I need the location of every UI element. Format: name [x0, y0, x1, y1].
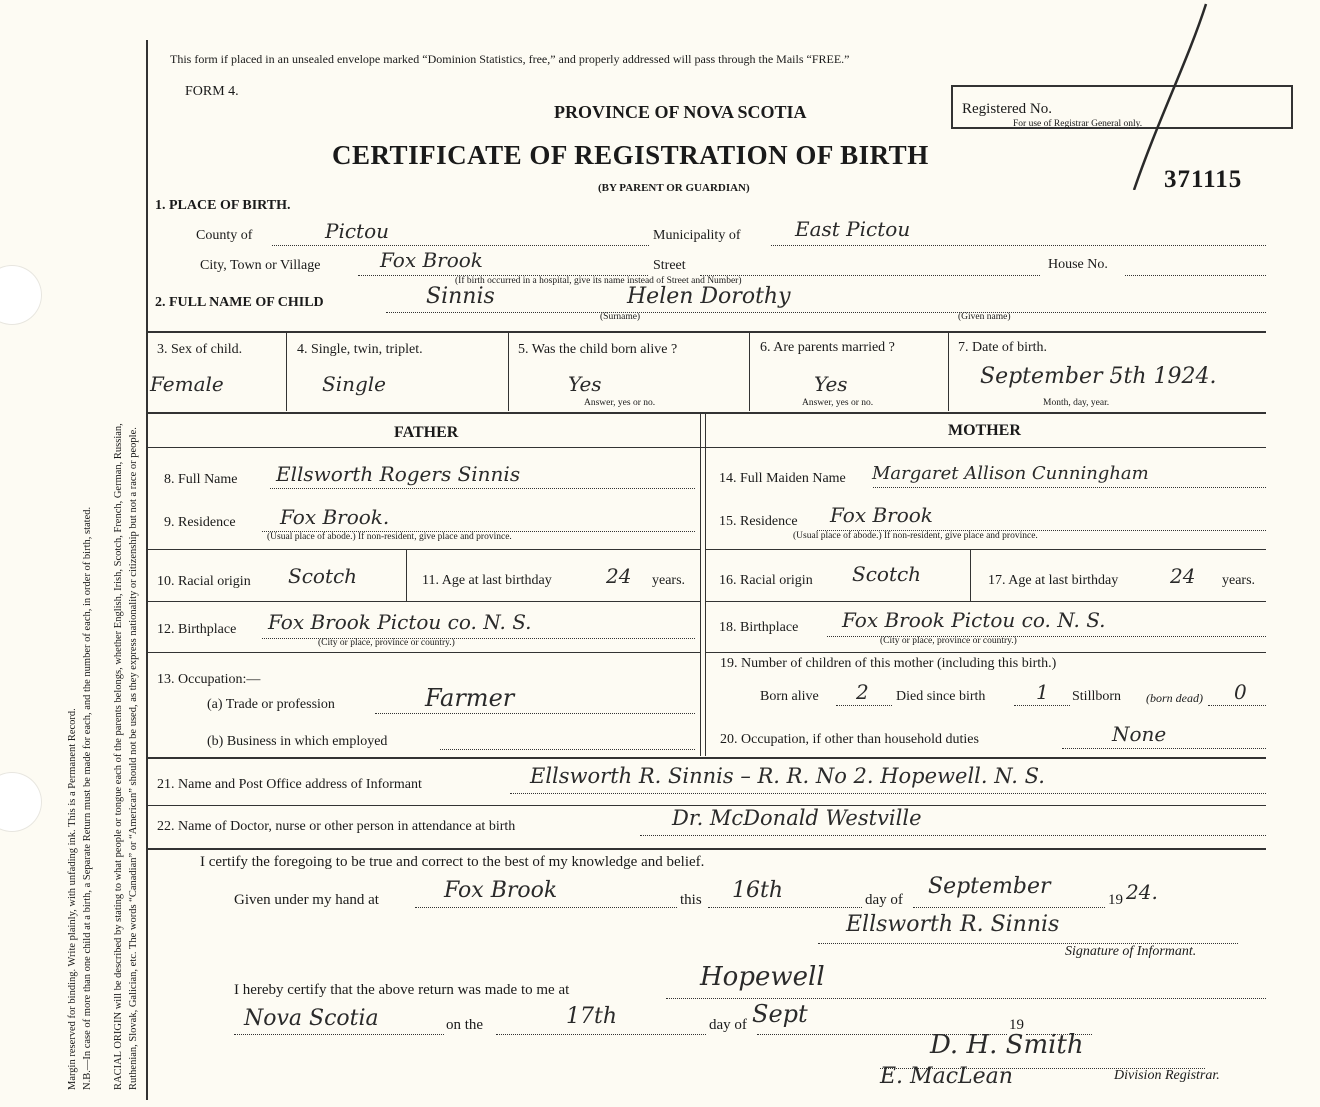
county-value: Pictou — [325, 219, 390, 243]
child-given-name: Helen Dorothy — [627, 284, 791, 309]
died-count: 1 — [1036, 680, 1049, 704]
married-answer-note: Answer, yes or no. — [802, 398, 874, 408]
margin-note-4: Ruthenian, Slovak, Galician, etc. The words “Canadian” or “American” should not be used, as they express nationality or citizenship but not a race or people. — [128, 427, 139, 1090]
stillborn-count: 0 — [1234, 680, 1247, 704]
father-abode-note: (Usual place of abode.) If non-resident, give place and province. — [267, 532, 512, 542]
mother-heading: MOTHER — [948, 422, 1021, 439]
doctor-value: Dr. McDonald Westville — [672, 806, 922, 830]
born-alive-count: 2 — [856, 680, 869, 704]
hospital-note: (If birth occurred in a hospital, give its name instead of Street and Number) — [455, 276, 742, 286]
given-year: 24. — [1126, 880, 1158, 904]
father-name-value: Ellsworth Rogers Sinnis — [276, 462, 521, 486]
mother-name-label: 14. Full Maiden Name — [719, 471, 846, 486]
registrar-statement: I hereby certify that the above return was made to me at — [234, 982, 570, 998]
mother-occupation-value: None — [1112, 722, 1167, 746]
registrar-on-the-label: on the — [446, 1017, 484, 1033]
dob-note: Month, day, year. — [1043, 398, 1110, 408]
registered-no-label: Registered No. — [962, 101, 1052, 117]
binding-hole-bottom — [0, 772, 42, 832]
plurality-label: 4. Single, twin, triplet. — [297, 342, 423, 357]
mother-birthplace-label: 18. Birthplace — [719, 620, 799, 635]
born-alive-value: Yes — [568, 372, 602, 396]
parents-married-label: 6. Are parents married ? — [760, 340, 895, 355]
stillborn-label: Stillborn — [1072, 689, 1122, 704]
surname-note: (Surname) — [600, 312, 641, 322]
trade-label: (a) Trade or profession — [207, 697, 335, 712]
died-label: Died since birth — [896, 689, 986, 704]
registrar-year-prefix: 19 — [1009, 1017, 1024, 1033]
registrar-province: Nova Scotia — [244, 1006, 379, 1031]
mother-age-value: 24 — [1170, 564, 1196, 588]
mother-age-label: 17. Age at last birthday — [988, 573, 1119, 588]
father-residence-label: 9. Residence — [164, 515, 236, 530]
city-label: City, Town or Village — [200, 258, 321, 273]
province-heading: PROVINCE OF NOVA SCOTIA — [554, 102, 807, 122]
father-heading: FATHER — [394, 424, 459, 441]
form-number: FORM 4. — [185, 84, 239, 99]
given-label: Given under my hand at — [234, 892, 379, 908]
registrar-general-note: For use of Registrar General only. — [1013, 119, 1143, 129]
this-label: this — [680, 892, 702, 908]
father-occupation-label: 13. Occupation:— — [157, 672, 261, 687]
certificate-subtitle: (BY PARENT OR GUARDIAN) — [598, 182, 750, 194]
given-name-note: (Given name) — [958, 312, 1011, 322]
registrar-month: Sept — [752, 1000, 808, 1028]
given-month: September — [928, 874, 1051, 899]
informant-signature: Ellsworth R. Sinnis — [846, 912, 1060, 937]
informant-value: Ellsworth R. Sinnis – R. R. No 2. Hopewell. N. S. — [530, 764, 1045, 788]
margin-note-3: RACIAL ORIGIN will be described by stating to what people or tongue each of the parents belongs, whether English, Irish, Scotch, French, German, Russian, — [113, 423, 124, 1090]
father-residence-value: Fox Brook. — [280, 505, 390, 529]
child-name-label: 2. FULL NAME OF CHILD — [155, 295, 324, 310]
registrar-signature: D. H. Smith — [930, 1030, 1084, 1060]
sex-value: Female — [150, 372, 224, 396]
division-registrar-label: Division Registrar. — [1114, 1068, 1220, 1083]
father-birthplace-note: (City or place, province or country.) — [318, 638, 455, 648]
parents-married-value: Yes — [814, 372, 848, 396]
mother-racial-label: 16. Racial origin — [719, 573, 813, 588]
father-birthplace-label: 12. Birthplace — [157, 622, 237, 637]
registration-number: 371115 — [1164, 166, 1243, 193]
children-count-label: 19. Number of children of this mother (including this birth.) — [720, 656, 1057, 671]
given-place: Fox Brook — [444, 878, 558, 903]
municipality-value: East Pictou — [795, 217, 911, 241]
child-surname: Sinnis — [426, 284, 495, 309]
city-value: Fox Brook — [380, 248, 483, 272]
doctor-label: 22. Name of Doctor, nurse or other person in attendance at birth — [157, 819, 516, 834]
registrar-place: Hopewell — [700, 962, 825, 992]
place-heading: 1. PLACE OF BIRTH. — [155, 198, 291, 213]
born-alive-count-label: Born alive — [760, 689, 819, 704]
stillborn-note: (born dead) — [1146, 691, 1203, 705]
given-year-prefix: 19 — [1108, 892, 1123, 908]
father-age-value: 24 — [606, 564, 632, 588]
margin-note-1: Margin reserved for binding. Write plainly, with unfading ink. This is a Permanent Record. — [67, 708, 78, 1090]
form-left-border — [146, 40, 148, 1100]
certify-statement: I certify the foregoing to be true and correct to the best of my knowledge and belief. — [200, 854, 705, 870]
dob-value: September 5th 1924. — [980, 364, 1217, 389]
father-birthplace-value: Fox Brook Pictou co. N. S. — [268, 610, 532, 634]
mother-occupation-label: 20. Occupation, if other than household duties — [720, 732, 979, 747]
mother-birthplace-value: Fox Brook Pictou co. N. S. — [842, 608, 1106, 632]
sex-label: 3. Sex of child. — [157, 342, 243, 357]
margin-note-2: N.B.—In case of more than one child at a birth, a Separate Return must be made for each, and the number of each, in order of birth, stated. — [82, 506, 93, 1090]
mother-residence-label: 15. Residence — [719, 514, 798, 529]
mother-years: years. — [1222, 573, 1256, 588]
business-label: (b) Business in which employed — [207, 734, 388, 749]
informant-label: 21. Name and Post Office address of Informant — [157, 777, 422, 792]
father-racial-value: Scotch — [288, 564, 358, 588]
municipality-label: Municipality of — [653, 228, 741, 243]
mother-name-value: Margaret Allison Cunningham — [872, 463, 1149, 484]
mother-abode-note: (Usual place of abode.) If non-resident, give place and province. — [793, 531, 1038, 541]
mother-residence-value: Fox Brook — [830, 503, 933, 527]
county-label: County of — [196, 228, 253, 243]
house-no-label: House No. — [1048, 257, 1108, 272]
mother-racial-value: Scotch — [852, 562, 922, 586]
street-label: Street — [653, 258, 686, 273]
plurality-value: Single — [322, 372, 387, 396]
father-age-label: 11. Age at last birthday — [422, 573, 552, 588]
trade-value: Farmer — [425, 684, 515, 712]
given-day: 16th — [732, 878, 784, 903]
registrar-day: 17th — [566, 1004, 618, 1029]
father-racial-label: 10. Racial origin — [157, 574, 251, 589]
alive-answer-note: Answer, yes or no. — [584, 398, 656, 408]
certificate-title: CERTIFICATE OF REGISTRATION OF BIRTH — [332, 140, 929, 170]
mother-birthplace-note: (City or place, province or country.) — [880, 636, 1017, 646]
dob-label: 7. Date of birth. — [958, 340, 1048, 355]
registrar-pencil-mark — [1118, 0, 1238, 190]
postage-notice: This form if placed in an unsealed envelope marked “Dominion Statistics, free,” and properly addressed will pass through the Mails “FREE.” — [170, 52, 850, 66]
given-dayof-label: day of — [865, 892, 903, 908]
father-name-label: 8. Full Name — [164, 472, 238, 487]
father-years: years. — [652, 573, 686, 588]
deputy-signature: E. MacLean — [880, 1064, 1013, 1089]
born-alive-label: 5. Was the child born alive ? — [518, 342, 678, 357]
binding-hole-top — [0, 265, 42, 325]
registrar-dayof-label: day of — [709, 1017, 747, 1033]
informant-signature-label: Signature of Informant. — [1065, 944, 1197, 959]
